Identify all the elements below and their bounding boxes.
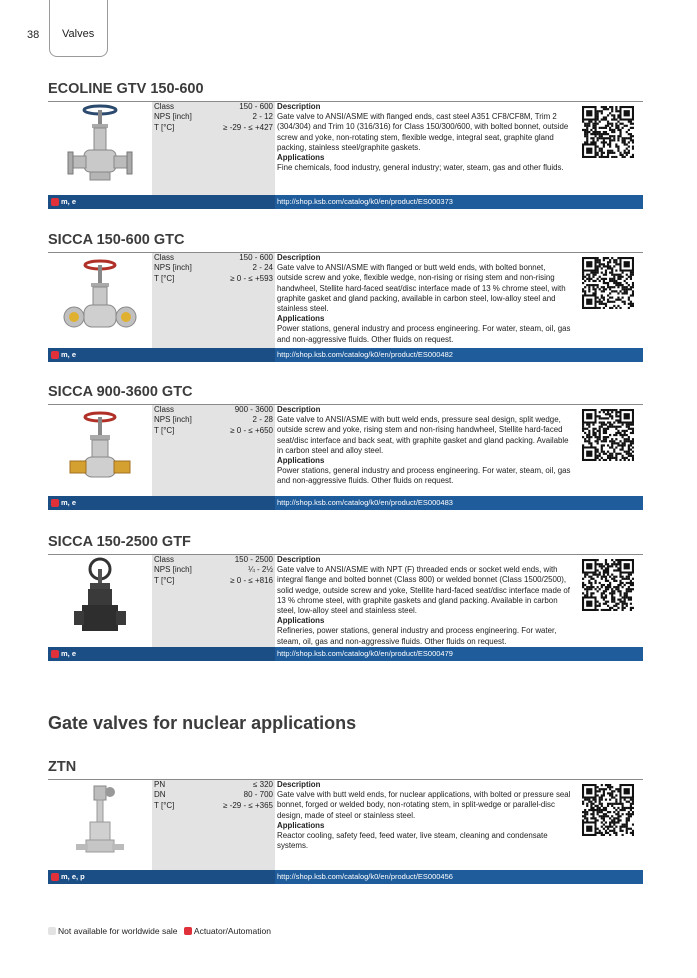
spec-value: 80 - 700 (243, 790, 273, 800)
spec-row (152, 555, 275, 565)
product-title: ZTN (48, 759, 77, 775)
legend-label: Not available for worldwide sale (58, 926, 178, 936)
product-ztn (48, 759, 643, 881)
spec-label: Class (154, 102, 175, 111)
product-info-box (48, 404, 643, 509)
product-link[interactable]: http://shop.ksb.com/catalog/k0/en/product/ES000483 (277, 498, 453, 507)
product-title: SICCA 150-600 GTC (48, 232, 185, 248)
description-text: Gate valve to ANSI/ASME with butt weld ends, pressure seal design, split wedge, outside screw and yoke, rising stem and non-rising handwheel, Stellite hard-faced seat/disc interface and back seat, with graphite gasket and gland packing. Available in carbon steel and alloy steel. (277, 415, 569, 455)
product-sicca-150-600-gtc (48, 232, 643, 359)
applications-text: Reactor cooling, safety feed, feed water, live steam, cleaning and condensate systems. (277, 831, 548, 851)
spec-label: Class (154, 253, 175, 262)
description-heading: Description (277, 780, 321, 789)
description-heading: Description (277, 405, 321, 414)
applications-heading: Applications (277, 153, 325, 163)
spec-panel (152, 555, 275, 647)
actuator-marker-icon (51, 873, 59, 881)
product-link-bar (48, 348, 643, 362)
legend-item-actuator (184, 926, 271, 936)
spec-value: ≥ 0 - ≤ +816 (230, 575, 273, 585)
product-sicca-900-3600-gtc (48, 384, 643, 507)
spec-label: T [°C] (154, 575, 175, 585)
spec-value: ≥ 0 - ≤ +650 (230, 425, 273, 435)
section-title: Gate valves for nuclear applications (48, 713, 357, 733)
page-header (0, 0, 697, 60)
spec-row (152, 426, 275, 436)
bar-label: m, e (61, 498, 77, 507)
legend (48, 926, 275, 938)
bar-left (48, 195, 275, 209)
product-ecoline-gtv (48, 81, 643, 206)
spec-row (152, 274, 275, 284)
product-description (277, 102, 572, 173)
product-description (277, 253, 572, 345)
bar-label: m, e, p (61, 872, 85, 881)
spec-row (152, 112, 275, 122)
spec-value: 2 - 12 (252, 112, 273, 122)
gate-valve-butt-weld-icon (48, 405, 152, 496)
spec-value: ≥ 0 - ≤ +593 (230, 273, 273, 283)
red-swatch-icon (184, 927, 192, 935)
product-title: SICCA 900-3600 GTC (48, 384, 193, 400)
product-link[interactable]: http://shop.ksb.com/catalog/k0/en/product/ES000479 (277, 649, 453, 658)
bar-label: m, e (61, 197, 77, 206)
spec-label: NPS [inch] (154, 565, 192, 575)
spec-row (152, 576, 275, 586)
bar-left (48, 870, 275, 884)
spec-value: ≥ -29 - ≤ +427 (223, 122, 273, 132)
gate-valve-flanged-icon (48, 102, 152, 195)
product-description (277, 405, 572, 487)
gate-valve-flanged-icon (48, 253, 152, 348)
spec-panel (152, 405, 275, 496)
spec-panel (152, 102, 275, 195)
spec-panel (152, 780, 275, 870)
spec-label: T [°C] (154, 800, 175, 810)
applications-heading: Applications (277, 820, 325, 830)
spec-label: T [°C] (154, 425, 175, 435)
spec-label: T [°C] (154, 122, 175, 132)
product-info-box (48, 252, 643, 361)
description-text: Gate valve to ANSI/ASME with flanged or butt weld ends, with bolted bonnet, outside screw and yoke, flexible wedge, non-rising or rising stem and non-rising handwheel, Stellite hard-faced seat/disc interface made of 13 % chrome steel, with graphite gasket and gland packing, available in carbon steel, low-alloy steel and stainless steel. (277, 263, 566, 314)
spec-value: 2 - 28 (252, 415, 273, 425)
product-link-bar (48, 870, 643, 884)
chapter-label: Valves (62, 28, 95, 40)
spec-label: Class (154, 555, 175, 564)
spec-label: DN (154, 790, 166, 800)
legend-item-not-available (48, 926, 178, 936)
page-number: 38 (27, 29, 40, 41)
applications-heading: Applications (277, 314, 325, 324)
gate-valve-forged-icon (48, 555, 152, 647)
applications-text: Power stations, general industry and process engineering. For water, steam, oil, gas and non-aggressive fluids. Other fluids on request. (277, 466, 571, 486)
spec-row (152, 102, 275, 112)
legend-label: Actuator/Automation (193, 926, 271, 936)
product-link-bar (48, 496, 643, 510)
description-heading: Description (277, 102, 321, 111)
spec-value: ≥ -29 - ≤ +365 (223, 800, 273, 810)
spec-label: NPS [inch] (154, 415, 192, 425)
qr-code-icon[interactable] (582, 559, 634, 611)
description-heading: Description (277, 555, 321, 564)
spec-row (152, 565, 275, 575)
spec-label: PN (154, 780, 166, 789)
actuator-marker-icon (51, 198, 59, 206)
bar-label: m, e (61, 649, 77, 658)
spec-label: NPS [inch] (154, 263, 192, 273)
spec-value: 150 - 2500 (234, 555, 273, 564)
spec-label: NPS [inch] (154, 112, 192, 122)
product-description (277, 555, 572, 647)
spec-row (152, 801, 275, 811)
spec-value: 900 - 3600 (234, 405, 273, 414)
product-link[interactable]: http://shop.ksb.com/catalog/k0/en/product/ES000456 (277, 872, 453, 881)
product-link[interactable]: http://shop.ksb.com/catalog/k0/en/product/ES000373 (277, 197, 453, 206)
qr-code-icon[interactable] (582, 106, 634, 158)
applications-heading: Applications (277, 616, 325, 626)
spec-row (152, 123, 275, 133)
applications-text: Fine chemicals, food industry, general industry; water, steam, gas and other fluids. (277, 163, 564, 173)
grey-swatch-icon (48, 927, 56, 935)
spec-panel (152, 253, 275, 348)
qr-code-icon[interactable] (582, 784, 634, 836)
nuclear-gate-valve-icon (48, 780, 152, 870)
spec-row (152, 415, 275, 425)
bar-left (48, 496, 275, 510)
product-info-box (48, 101, 643, 208)
applications-text: Refineries, power stations, general industry and process engineering. For water, steam, oil, gas and non-aggressive fluids. Other fluids on request. (277, 626, 557, 646)
actuator-marker-icon (51, 650, 59, 658)
actuator-marker-icon (51, 351, 59, 359)
spec-value: ≤ 320 (253, 780, 273, 789)
bar-label: m, e (61, 350, 77, 359)
description-text: Gate valve to ANSI/ASME with NPT (F) threaded ends or socket weld ends, with integral flange and bolted bonnet (Class 800) or welded bonnet (Class 1500/2500), solid wedge, outside screw and yoke, Stellite hard-faced seat/disc interface made of 13 % chrome steel, with graphite gaskets and gland packing. Available in carbon steel, low-alloy steel and stainless steel. (277, 565, 570, 616)
spec-row (152, 263, 275, 273)
product-title: SICCA 150-2500 GTF (48, 534, 191, 550)
spec-row (152, 790, 275, 800)
product-link[interactable]: http://shop.ksb.com/catalog/k0/en/product/ES000482 (277, 350, 453, 359)
spec-value: 150 - 600 (239, 102, 273, 111)
spec-value: 150 - 600 (239, 253, 273, 262)
qr-code-icon[interactable] (582, 409, 634, 461)
product-title: ECOLINE GTV 150-600 (48, 81, 204, 97)
spec-row (152, 780, 275, 790)
applications-text: Power stations, general industry and process engineering. For water, steam, oil, gas and non-aggressive fluids. Other fluids on request. (277, 324, 571, 344)
bar-left (48, 647, 275, 661)
spec-label: T [°C] (154, 273, 175, 283)
product-info-box (48, 554, 643, 660)
qr-code-icon[interactable] (582, 257, 634, 309)
product-link-bar (48, 647, 643, 661)
bar-left (48, 348, 275, 362)
description-heading: Description (277, 253, 321, 262)
product-sicca-150-2500-gtf (48, 534, 643, 658)
product-info-box (48, 779, 643, 883)
description-text: Gate valve to ANSI/ASME with flanged ends, cast steel A351 CF8/CF8M, Trim 2 (304/304) and Trim 10 (316/316) for Class 150/300/600, with bolted bonnet, outside screw and yoke, non-rotating stem, flexible wedge, integral seat, graphite gland packing, stainless steel/graphite gaskets. (277, 112, 569, 152)
actuator-marker-icon (51, 499, 59, 507)
spec-row (152, 405, 275, 415)
spec-label: Class (154, 405, 175, 414)
spec-value: ¼ - 2½ (248, 565, 273, 575)
description-text: Gate valve with butt weld ends, for nuclear applications, with bolted or pressure seal bonnet, forged or welded body, non-rotating stem, in split-wedge or parallel-disc design, made of steel or stainless steel. (277, 790, 571, 820)
chapter-tab (49, 0, 108, 57)
spec-value: 2 - 24 (252, 263, 273, 273)
spec-row (152, 253, 275, 263)
product-link-bar (48, 195, 643, 209)
product-description (277, 780, 572, 851)
applications-heading: Applications (277, 456, 325, 466)
